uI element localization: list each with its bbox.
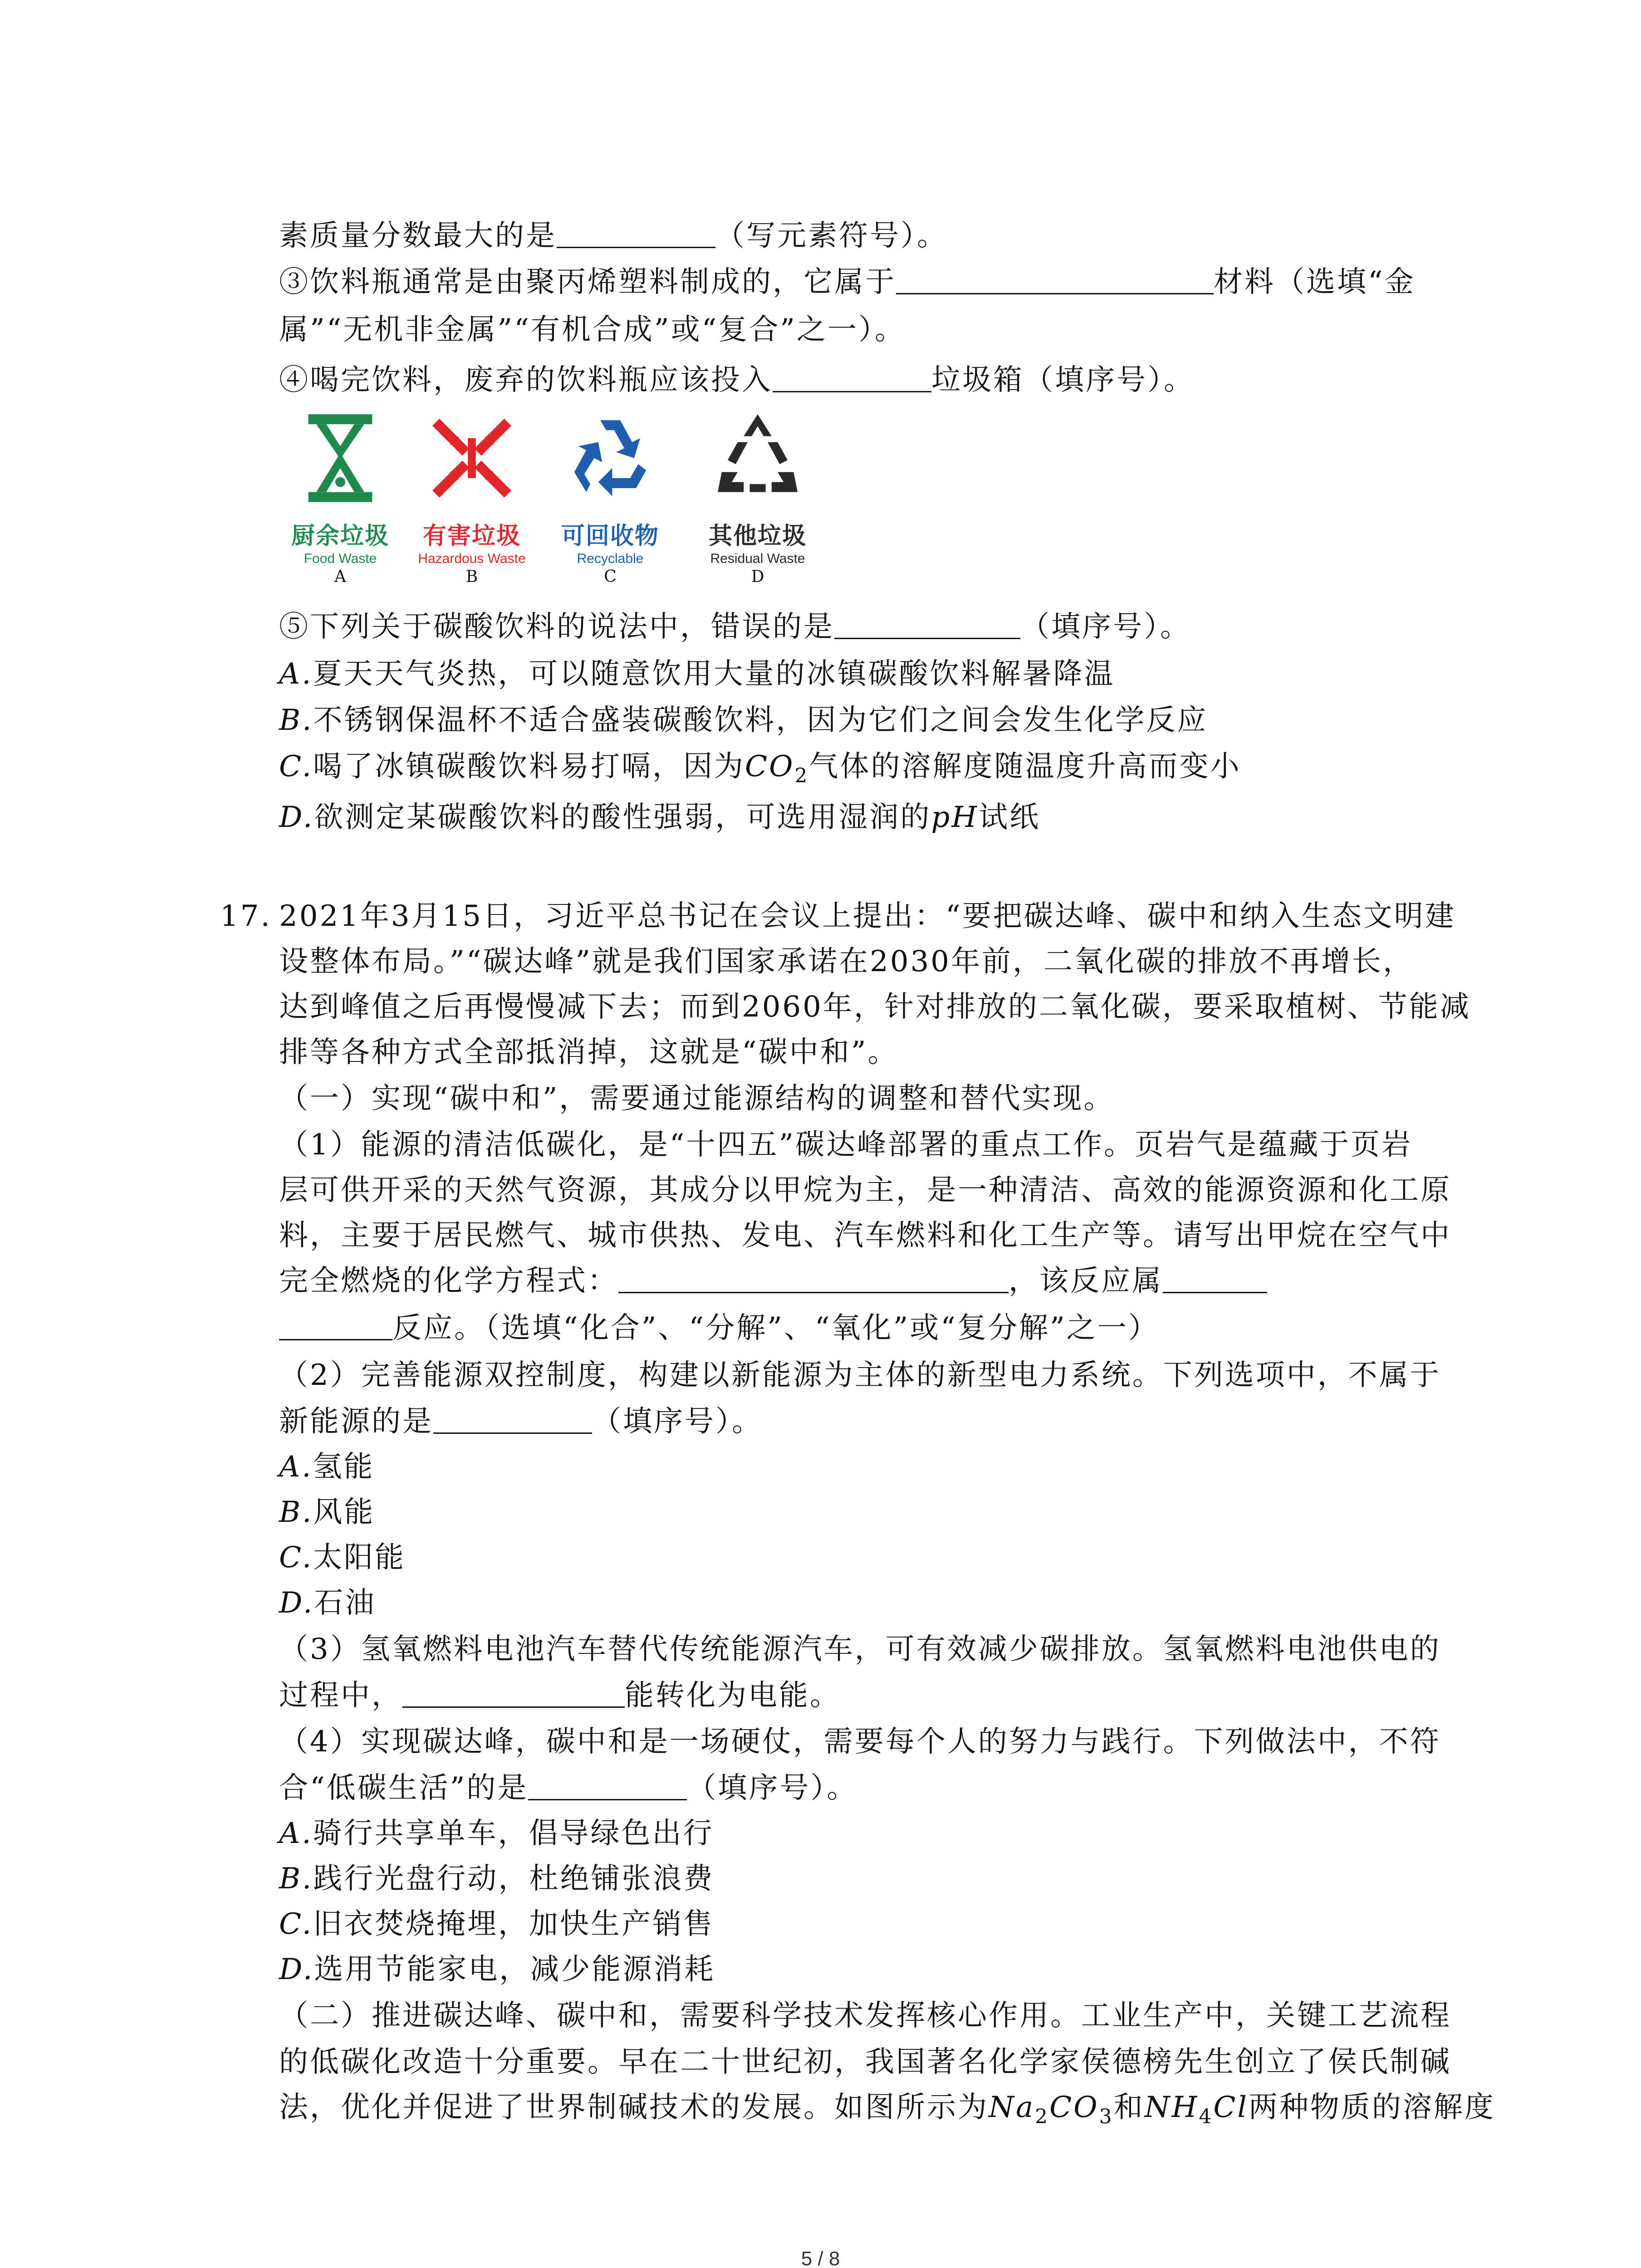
formula-subscript: 2 — [1035, 2105, 1050, 2128]
text: ③饮料瓶通常是由聚丙烯塑料制成的，它属于 — [279, 265, 896, 299]
option-letter: C. — [279, 1907, 314, 1941]
text: 材料（选填“金 — [1214, 265, 1416, 299]
text-line: 属”“无机非金属”“有机合成”或“复合”之一）。 — [279, 313, 906, 347]
bin-food-waste — [272, 408, 408, 612]
bin-letter: C — [604, 567, 617, 586]
option-d — [279, 1585, 376, 1621]
option-text: 选用节能家电，减少能源消耗 — [314, 1953, 715, 1986]
recyclable-icon — [560, 408, 660, 508]
paragraph-line — [279, 1403, 763, 1440]
paragraph-line — [279, 1677, 841, 1714]
text: 法，优化并促进了世界制碱技术的发展。如图所示为 — [279, 2091, 989, 2124]
text: 和 — [1113, 2091, 1145, 2124]
text-line — [279, 609, 1191, 645]
answer-blank[interactable] — [834, 611, 1020, 639]
answer-blank-equation[interactable] — [618, 1265, 1009, 1293]
answer-blank[interactable] — [402, 1679, 625, 1708]
option-text: 太阳能 — [313, 1541, 406, 1574]
option-letter: A. — [279, 1450, 313, 1484]
paragraph-line — [279, 1770, 857, 1806]
option-letter: D. — [279, 1953, 314, 1986]
text: 两种物质的溶解度 — [1248, 2091, 1495, 2124]
formula: Cl — [1213, 2091, 1249, 2124]
paragraph-line — [279, 1310, 1159, 1346]
option-b — [279, 1494, 375, 1530]
option-letter: A. — [279, 1817, 313, 1850]
paragraph-line — [279, 2089, 1495, 2126]
bin-letter: B — [465, 567, 478, 586]
bin-residual-waste — [690, 408, 826, 612]
answer-blank[interactable] — [773, 364, 931, 392]
option-text: 不锈钢保温杯不适合盛装碳酸饮料，因为它们之间会发生化学反应 — [313, 704, 1208, 737]
question-number: 17. — [220, 899, 272, 933]
option-letter: D. — [279, 801, 314, 834]
formula: NH — [1144, 2091, 1199, 2124]
option-c — [279, 748, 1241, 785]
formula-subscript: 4 — [1199, 2105, 1214, 2128]
option-letter: A. — [279, 657, 313, 691]
option-b — [279, 1861, 714, 1897]
paragraph-line — [279, 1263, 1267, 1299]
formula: Na — [989, 2091, 1035, 2124]
option-text: 喝了冰镇碳酸饮料易打嗝，因为 — [313, 750, 745, 783]
answer-blank-reaction-type-cont[interactable] — [279, 1312, 392, 1340]
text: 新能源的是 — [279, 1405, 433, 1438]
answer-blank[interactable] — [433, 1405, 592, 1434]
paragraph-line: （4）实现碳达峰，碳中和是一场硬仗，需要每个人的努力与践行。下列做法中，不符 — [279, 1725, 1441, 1759]
page-number: 5 / 8 — [801, 2248, 840, 2268]
option-letter: C. — [279, 750, 314, 783]
paragraph-line: 料，主要于居民燃气、城市供热、发电、汽车燃料和化工生产等。请写出甲烷在空气中 — [279, 1219, 1451, 1252]
bin-label-en: Food Waste — [304, 551, 377, 566]
option-text: 气体的溶解度随温度升高而变小 — [809, 750, 1241, 783]
paragraph-line: 的低碳化改造十分重要。早在二十世纪初，我国著名化学家侯德榜先生创立了侯氏制碱 — [279, 2045, 1451, 2079]
bin-label-cn: 可回收物 — [561, 523, 659, 550]
option-a — [279, 1815, 714, 1852]
text: 完全燃烧的化学方程式： — [279, 1264, 618, 1298]
option-text: 石油 — [314, 1586, 376, 1620]
text-line — [279, 264, 1416, 300]
formula: pH — [931, 801, 979, 834]
bin-recyclable — [542, 408, 678, 612]
option-d — [279, 799, 1040, 836]
residual-waste-icon — [708, 408, 808, 508]
bin-label-cn: 有害垃圾 — [422, 523, 521, 550]
option-text: 试纸 — [979, 801, 1041, 834]
text-line — [279, 218, 948, 254]
paragraph-line: 排等各种方式全部抵消掉，这就是“碳中和”。 — [279, 1036, 899, 1069]
text: 反应。（选填“化合”、“分解”、“氧化”或“复分解”之一） — [392, 1311, 1159, 1345]
paragraph-line: （2）完善能源双控制度，构建以新能源为主体的新型电力系统。下列选项中，不属于 — [279, 1359, 1441, 1392]
option-letter: B. — [279, 1496, 314, 1529]
text: （填序号）。 — [687, 1771, 858, 1805]
option-text: 风能 — [313, 1496, 375, 1529]
option-text: 欲测定某碳酸饮料的酸性强弱，可选用湿润的 — [314, 801, 931, 834]
text: ④喝完饮料，废弃的饮料瓶应该投入 — [279, 363, 773, 397]
paragraph-line: （1）能源的清洁低碳化，是“十四五”碳达峰部署的重点工作。页岩气是蕴藏于页岩 — [279, 1128, 1413, 1162]
food-waste-icon — [290, 408, 390, 508]
bin-hazardous-waste — [404, 408, 540, 612]
formula: CO — [1049, 2091, 1099, 2124]
option-letter: C. — [279, 1541, 314, 1574]
option-letter: D. — [279, 1586, 314, 1620]
bin-label-en: Residual Waste — [710, 551, 805, 566]
bin-label-en: Hazardous Waste — [418, 551, 526, 566]
option-a — [279, 1449, 375, 1485]
bin-label-en: Recyclable — [577, 551, 644, 566]
option-c — [279, 1906, 714, 1942]
answer-blank[interactable] — [528, 1772, 687, 1800]
paragraph-line: 设整体布局。”“碳达峰”就是我们国家承诺在2030年前，二氧化碳的排放不再增长， — [279, 945, 1414, 978]
paragraph-line: 2021年3月15日，习近平总书记在会议上提出：“要把碳达峰、碳中和纳入生态文明建 — [279, 899, 1456, 933]
text: 素质量分数最大的是 — [279, 219, 557, 253]
option-d — [279, 1951, 715, 1988]
option-text: 夏天天气炎热，可以随意饮用大量的冰镇碳酸饮料解暑降温 — [313, 657, 1115, 691]
option-letter: B. — [279, 704, 314, 737]
option-text: 旧衣焚烧掩埋，加快生产销售 — [313, 1907, 715, 1941]
formula: CO — [745, 750, 795, 783]
paragraph-line: 层可供开采的天然气资源，其成分以甲烷为主，是一种清洁、高效的能源资源和化工原 — [279, 1173, 1451, 1207]
waste-bin-icons — [272, 408, 862, 612]
text: （填序号）。 — [1020, 610, 1191, 644]
bin-label-cn: 其他垃圾 — [708, 523, 807, 550]
option-letter: B. — [279, 1862, 314, 1896]
formula-subscript: 3 — [1099, 2105, 1114, 2128]
text: 能转化为电能。 — [625, 1679, 841, 1712]
option-b — [279, 702, 1208, 738]
hazardous-waste-icon — [422, 408, 522, 508]
option-text: 践行光盘行动，杜绝铺张浪费 — [313, 1862, 715, 1896]
text-line — [279, 362, 1195, 398]
bin-letter: A — [334, 567, 346, 586]
text: 过程中， — [279, 1679, 402, 1712]
formula-subscript: 2 — [794, 764, 809, 787]
answer-blank-reaction-type[interactable] — [1163, 1265, 1267, 1293]
bin-letter: D — [751, 567, 764, 586]
paragraph-line: （3）氢氧燃料电池汽车替代传统能源汽车，可有效减少碳排放。氢氧燃料电池供电的 — [279, 1633, 1441, 1666]
answer-blank[interactable] — [896, 266, 1214, 294]
text: 垃圾箱（填序号）。 — [931, 363, 1195, 397]
text: （写元素符号）。 — [715, 219, 948, 253]
text: ⑤下列关于碳酸饮料的说法中，错误的是 — [279, 610, 834, 644]
option-text: 氢能 — [313, 1450, 375, 1484]
text: （填序号）。 — [592, 1405, 763, 1438]
section-heading: （一）实现“碳中和”，需要通过能源结构的调整和替代实现。 — [279, 1082, 1115, 1115]
text: 合“低碳生活”的是 — [279, 1771, 529, 1805]
text: ，该反应属 — [1009, 1264, 1163, 1298]
section-heading: （二）推进碳达峰、碳中和，需要科学技术发挥核心作用。工业生产中，关键工艺流程 — [279, 1999, 1451, 2033]
bin-label-cn: 厨余垃圾 — [291, 523, 389, 550]
option-a — [279, 656, 1115, 692]
paragraph-line: 达到峰值之后再慢慢减下去；而到2060年，针对排放的二氧化碳，要采取植树、节能减 — [279, 990, 1471, 1024]
answer-blank[interactable] — [557, 220, 715, 248]
option-text: 骑行共享单车，倡导绿色出行 — [313, 1817, 714, 1850]
option-c — [279, 1540, 406, 1576]
